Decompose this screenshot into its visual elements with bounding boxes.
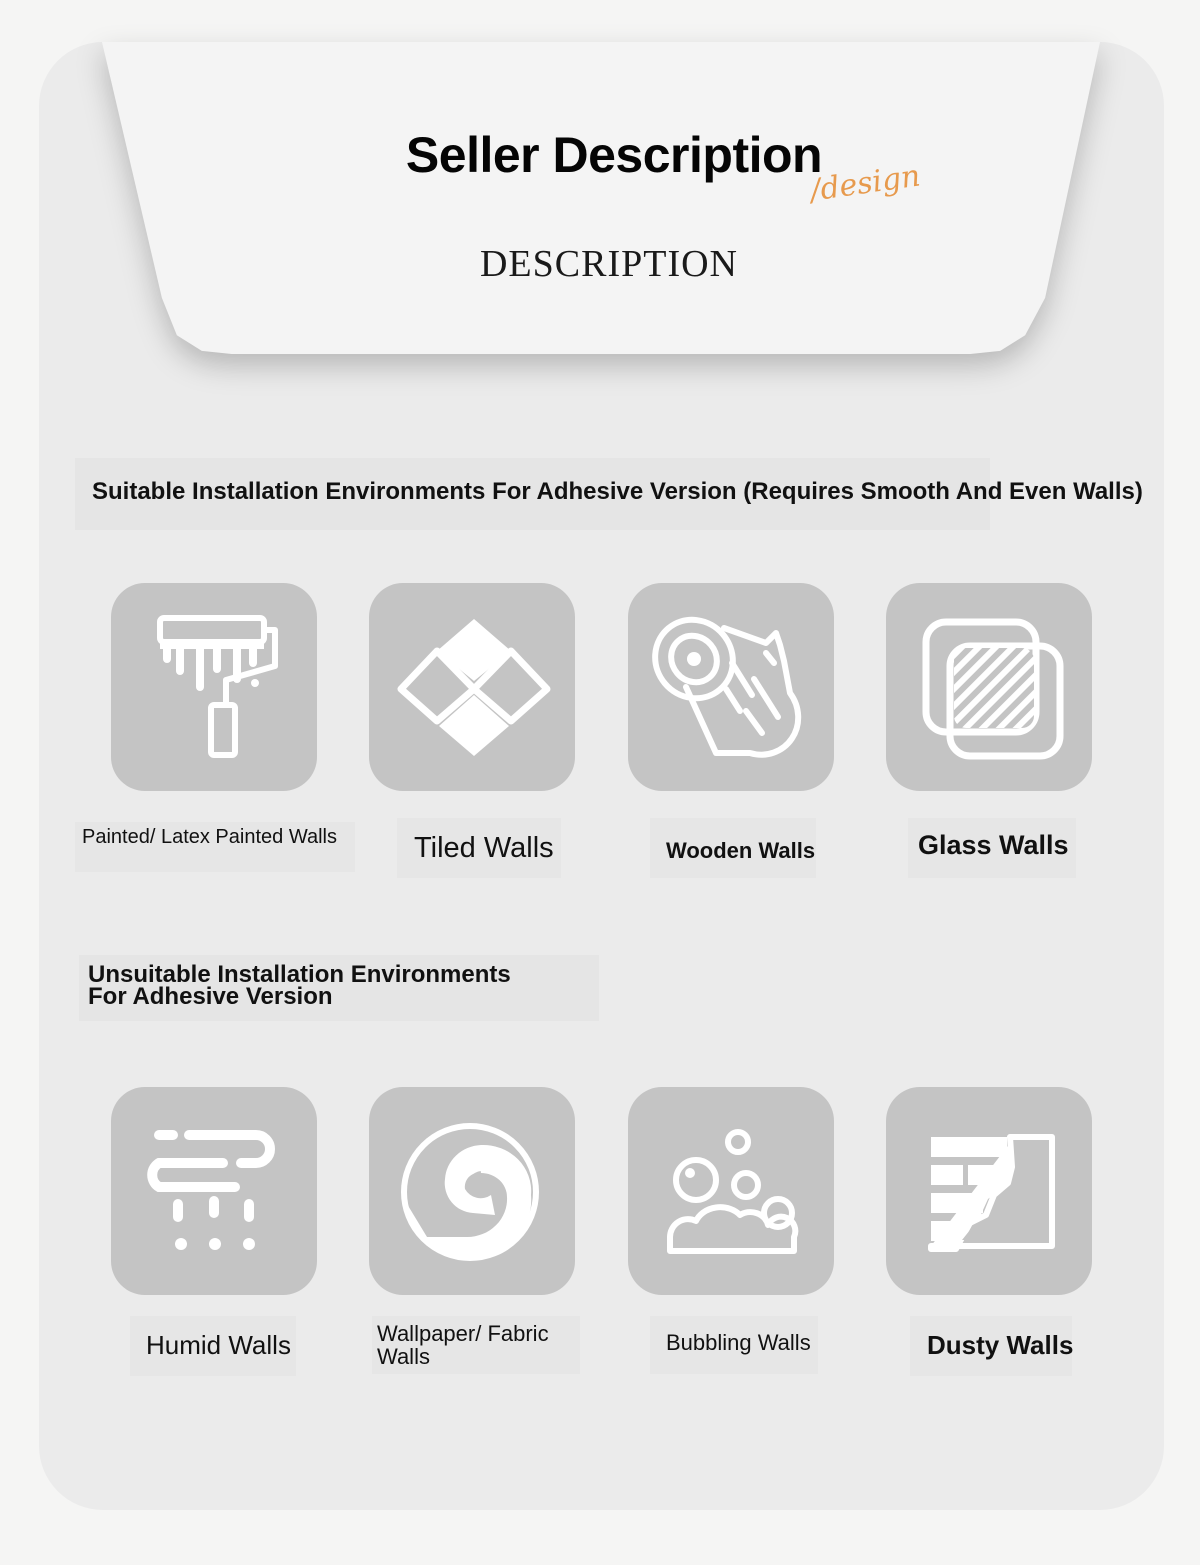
dusty-wall-tile (886, 1087, 1092, 1295)
wallpaper-tile (369, 1087, 575, 1295)
log-icon (628, 583, 834, 791)
item-label: Glass Walls (918, 830, 1069, 860)
header-banner (102, 42, 1100, 354)
bubbles-tile (628, 1087, 834, 1295)
log-tile (628, 583, 834, 791)
item-label: Dusty Walls (927, 1330, 1074, 1360)
unsuitable-heading-line2: For Adhesive Version (88, 983, 333, 1010)
humidity-icon (111, 1087, 317, 1295)
page-subtitle: DESCRIPTION (479, 243, 739, 285)
paint-roller-tile (111, 583, 317, 791)
unsuitable-section-heading (88, 961, 511, 1010)
script-accent-text: /design (808, 158, 923, 209)
item-label: Humid Walls (146, 1330, 291, 1360)
page-title: Seller Description (405, 127, 823, 183)
glass-panes-icon (886, 583, 1092, 791)
humidity-tile (111, 1087, 317, 1295)
item-label: Wallpaper/ Fabric Walls (377, 1321, 549, 1369)
tiles-tile (369, 583, 575, 791)
unsuitable-heading-line1: Unsuitable Installation Environments (88, 961, 511, 988)
item-label: Painted/ Latex Painted Walls (82, 826, 337, 848)
suitable-section-heading: Suitable Installation Environments For Adhesive Version (Requires Smooth And Even Walls) (92, 478, 1143, 505)
tiles-icon (369, 583, 575, 791)
item-label: Tiled Walls (414, 832, 554, 864)
bubbles-icon (628, 1087, 834, 1295)
crumbling-wall-icon (886, 1087, 1092, 1295)
item-label: Bubbling Walls (666, 1330, 811, 1355)
glass-tile (886, 583, 1092, 791)
item-label: Wooden Walls (666, 838, 816, 863)
wallpaper-roll-icon (369, 1087, 575, 1295)
paint-roller-icon (111, 583, 317, 791)
